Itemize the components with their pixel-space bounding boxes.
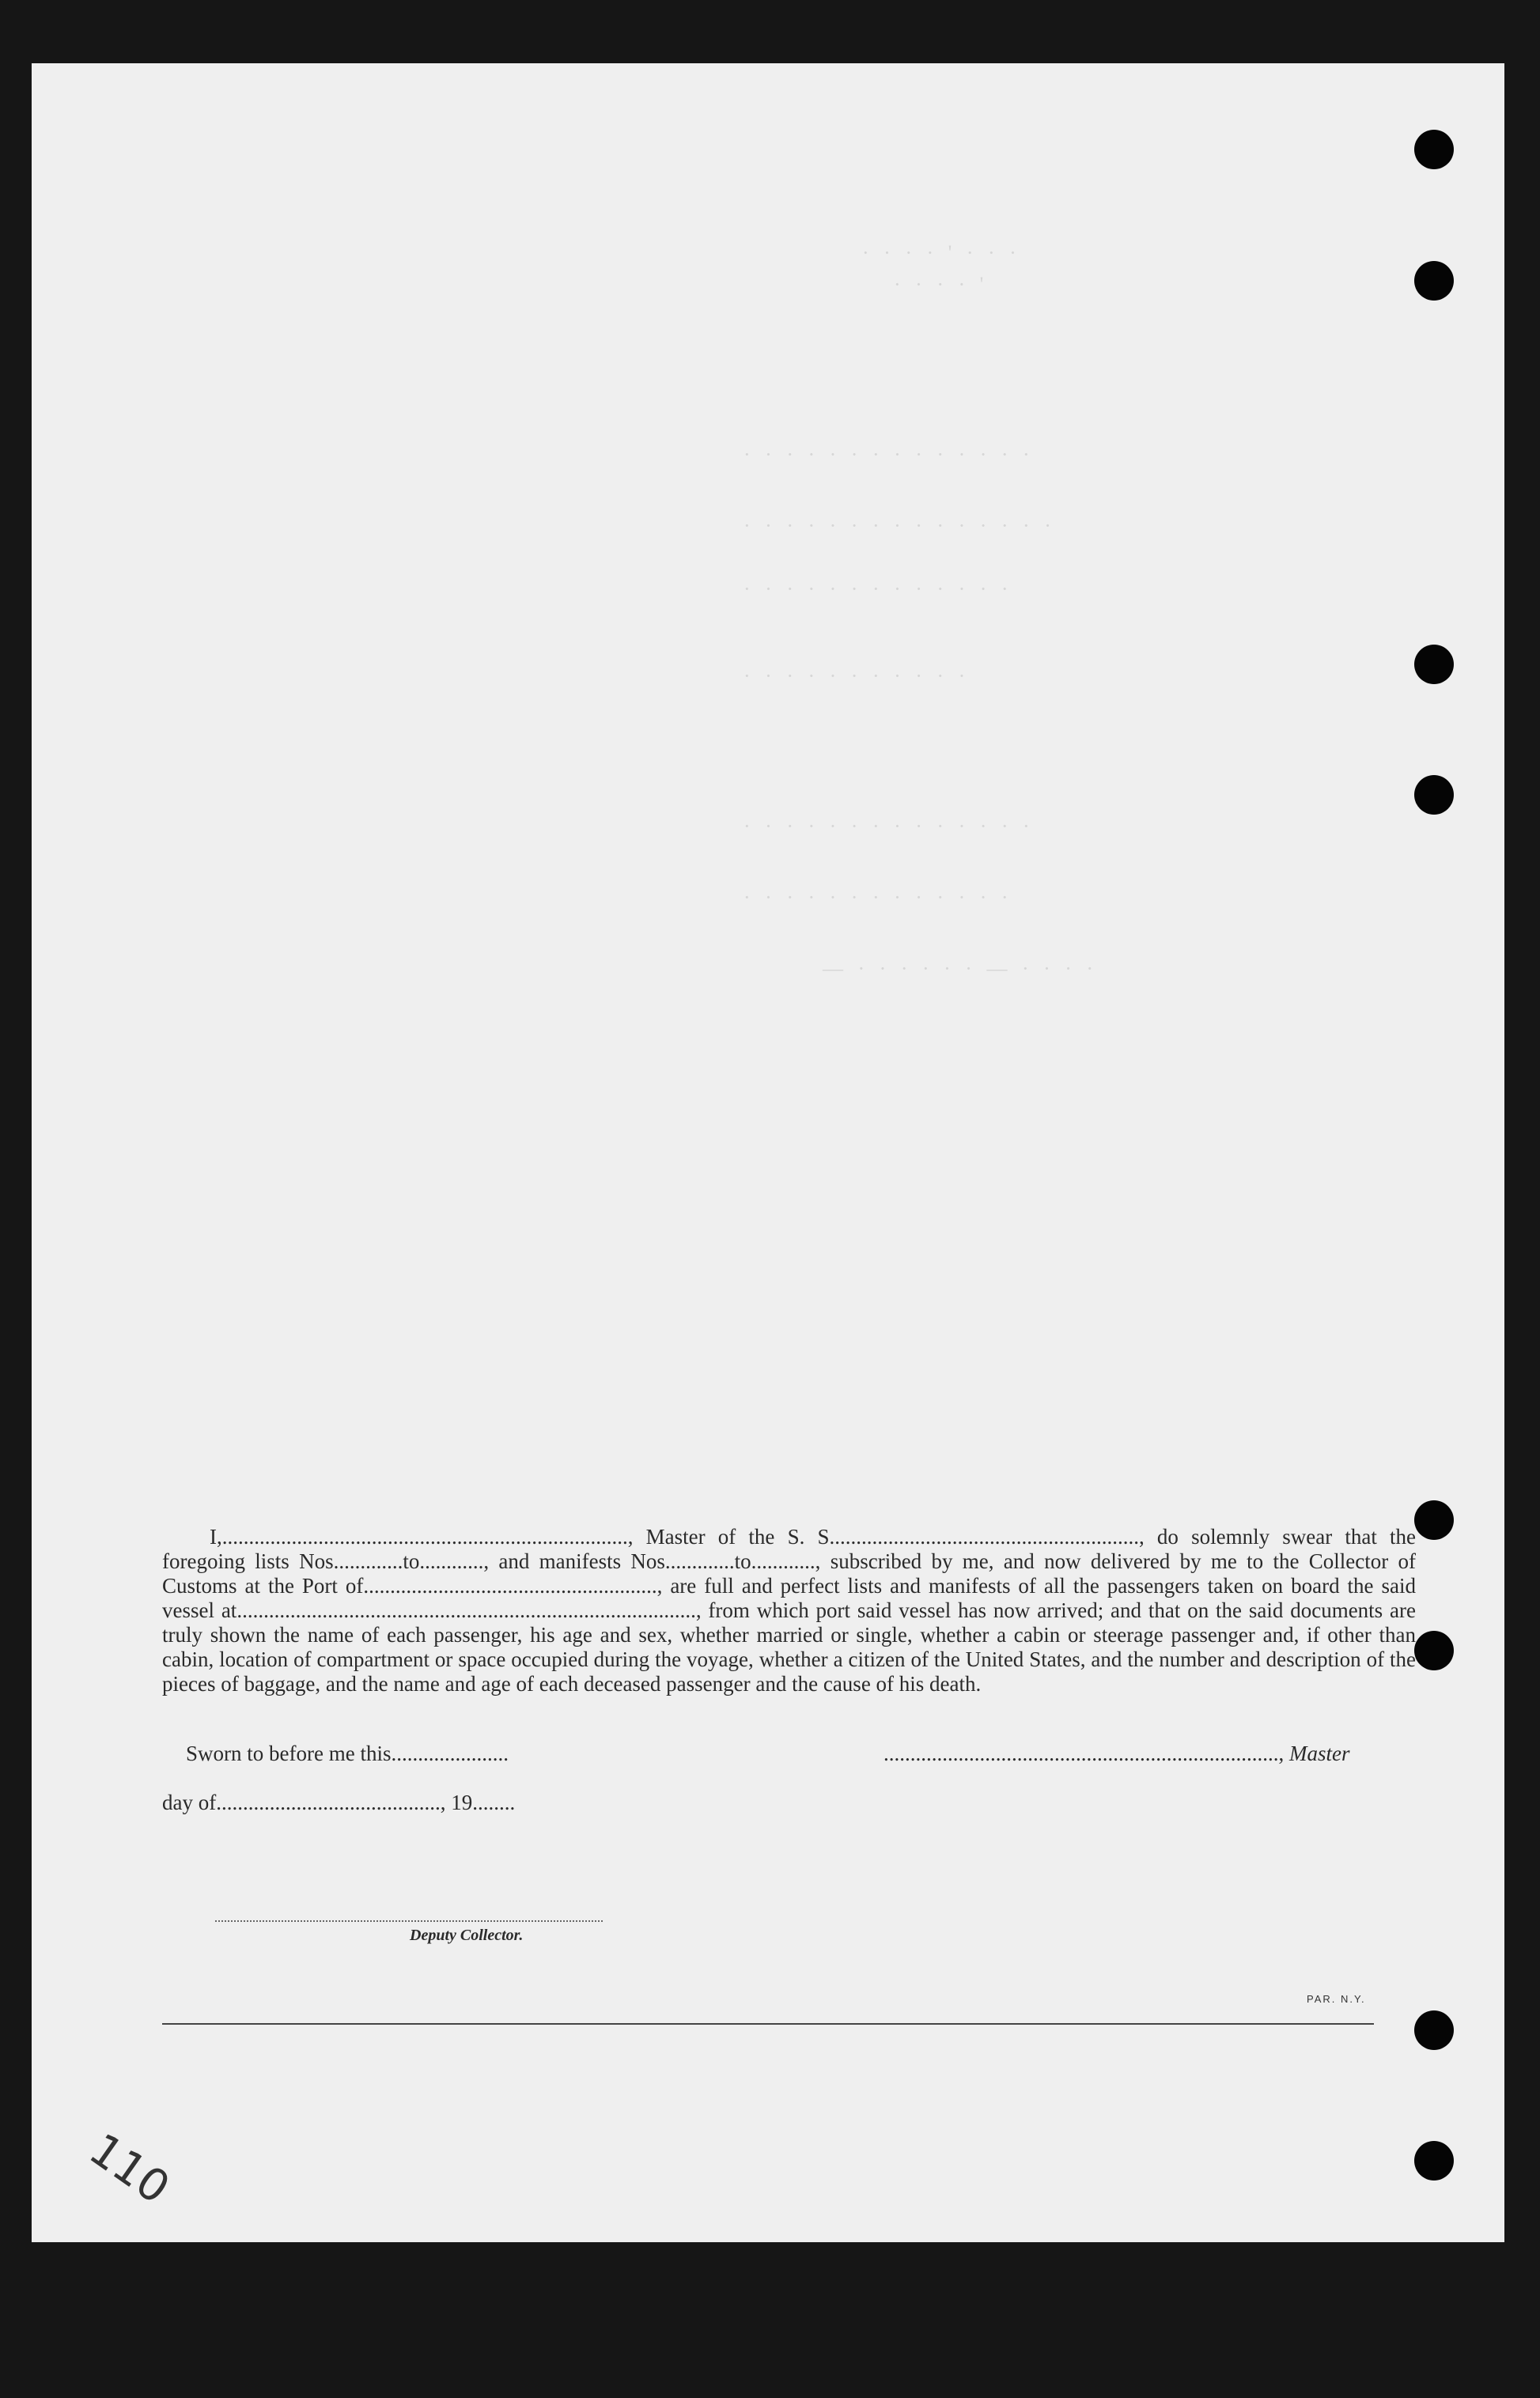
bleed-through-text: · · · · · · · · · · · · · ·: [744, 815, 1035, 838]
document-page: [32, 63, 1504, 2242]
punch-hole: [1414, 130, 1454, 169]
bleed-through-text: · · · · ' · · ·: [862, 241, 1021, 264]
punch-hole: [1414, 1631, 1454, 1670]
deputy-collector-label: Deputy Collector.: [410, 1927, 524, 1944]
punch-hole: [1414, 261, 1454, 301]
master-label: Master: [1289, 1742, 1350, 1765]
printer-mark: PAR. N.Y.: [1307, 1993, 1366, 2005]
punch-hole: [1414, 775, 1454, 815]
master-signature-dots: ..........................................................................,: [884, 1742, 1285, 1765]
form-bottom-rule: [162, 2023, 1374, 2025]
deputy-signature-line: [215, 1920, 603, 1922]
punch-hole: [1414, 2141, 1454, 2181]
punch-hole: [1414, 2010, 1454, 2050]
punch-hole: [1414, 1500, 1454, 1540]
bleed-through-text: · · · · · · · · · · · · ·: [744, 886, 1013, 909]
bleed-through-text: · · · · · · · · · · · · · · ·: [744, 514, 1056, 537]
punch-hole: [1414, 645, 1454, 684]
sworn-before-label: Sworn to before me this......................: [186, 1742, 509, 1765]
bleed-through-text: · · · · · · · · · · · · · ·: [744, 443, 1035, 466]
handwritten-page-number: 110: [80, 2124, 179, 2215]
date-line: day of.........................................., 19........: [162, 1791, 516, 1814]
master-signature-line: [884, 1742, 1350, 1766]
bleed-through-text: · · · · · · · · · · · · ·: [744, 577, 1013, 600]
master-oath-paragraph: [162, 1525, 1416, 1696]
bleed-through-text: · · · · · · · · · · ·: [744, 664, 971, 687]
bleed-through-text: — · · · · · · — · · · ·: [823, 957, 1099, 980]
bleed-through-text: · · · · ': [894, 273, 989, 296]
oath-text: I,............................................................................, Master of the S. S.........................................................., do solemnly swear that the foregoing lists Nos.............to............, and manifests Nos.............to............, subscribed by me, and now delivered by me to the Collector of Customs at the Port of......................................................., are full and perfect lists and manifests of all the passengers taken on board the said vessel at......................................................................................, from which port said vessel has now arrived; and that on the said documents are truly shown the name of each passenger, his age and sex, whether married or single, whether a cabin or steerage passenger and, if other than cabin, location of compartment or space occupied during the voyage, whether a citizen of the United States, and the number and description of the pieces of baggage, and the name and age of each deceased passenger and the cause of his death.: [162, 1525, 1416, 1696]
